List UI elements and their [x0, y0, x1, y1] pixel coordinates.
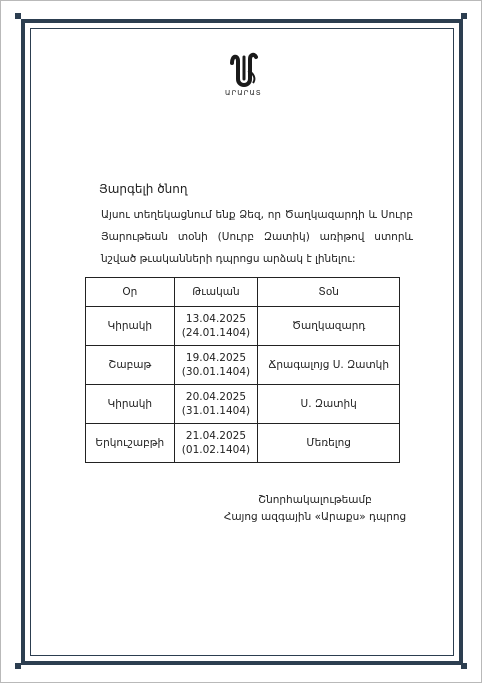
cell-day: Շաբաթ: [86, 346, 175, 385]
cell-date: [174, 424, 258, 463]
header-holiday: Տօն: [258, 278, 400, 307]
cell-day: Երկուշաբթի: [86, 424, 175, 463]
header-day: Օր: [86, 278, 175, 307]
cell-day: Կիրակի: [86, 385, 175, 424]
cell-day: Կիրակի: [86, 307, 175, 346]
table-row: [86, 385, 400, 424]
cell-date: [174, 346, 258, 385]
table-row: [86, 346, 400, 385]
date-alt: (31.01.1404): [181, 405, 251, 417]
header-date: Թւական: [174, 278, 258, 307]
salutation: Յարգելի ծնող: [99, 182, 188, 196]
closing-thanks: Շնորհակալութեամբ: [258, 494, 372, 506]
cell-holiday: Ս. Զատիկ: [258, 385, 400, 424]
cell-holiday: Ծաղկազարդ: [258, 307, 400, 346]
cell-date: [174, 307, 258, 346]
date-gregorian: 13.04.2025: [185, 313, 247, 325]
date-alt: (30.01.1404): [181, 366, 251, 378]
date-gregorian: 20.04.2025: [185, 391, 247, 403]
holiday-schedule-table: [85, 277, 400, 463]
table-header-row: [86, 278, 400, 307]
date-alt: (01.02.1404): [181, 444, 251, 456]
table-row: [86, 307, 400, 346]
table-row: [86, 424, 400, 463]
date-gregorian: 21.04.2025: [185, 430, 247, 442]
cell-holiday: Ճրագալոյց Ս. Զատկի: [258, 346, 400, 385]
date-alt: (24.01.1404): [181, 327, 251, 339]
date-gregorian: 19.04.2025: [185, 352, 247, 364]
closing-signature: [215, 492, 415, 526]
closing-school-name: Հայոց ազգային «Արաքս» դպրոց: [223, 511, 407, 523]
cell-holiday: Մեռելոց: [258, 424, 400, 463]
cell-date: [174, 385, 258, 424]
logo-caption: ԱՐԱՐԱՏ: [225, 89, 262, 97]
letter-body: Այսու տեղեկացնում ենք Ձեզ, որ Ծաղկազարդի և Սուրբ Յարութեան տօնի (Սուրբ Զատիկ) առիթով ստորև նշված թւականների դպրոցս արձակ է լինելու:: [101, 209, 413, 265]
